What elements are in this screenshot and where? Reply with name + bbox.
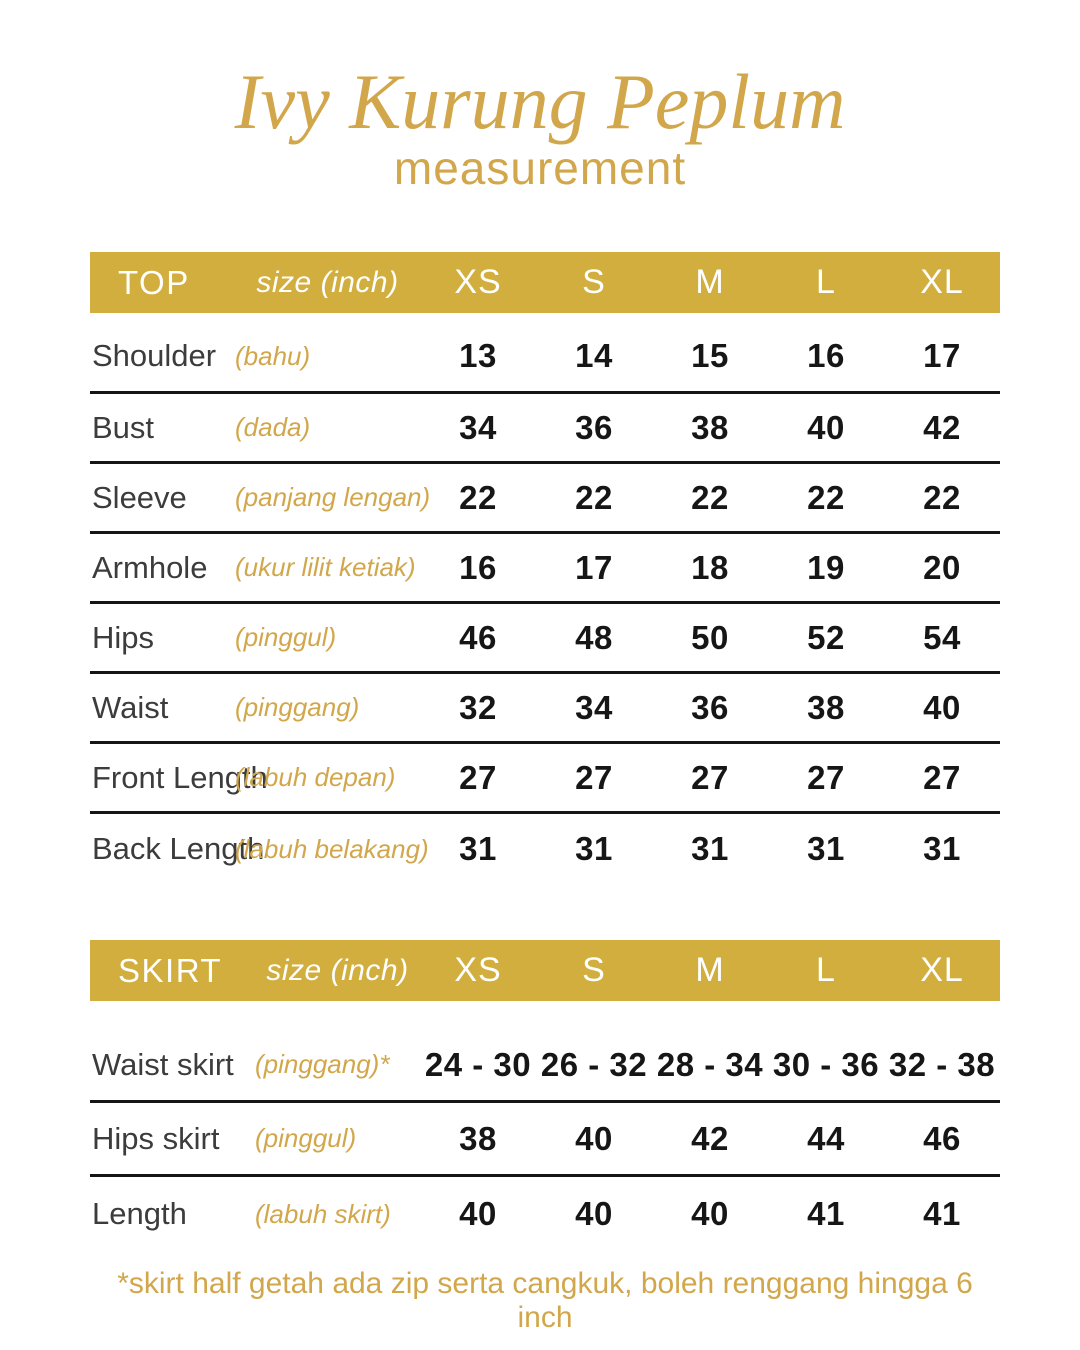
size-value: 38 <box>807 688 845 726</box>
row-label: Bust <box>92 409 155 445</box>
table-row <box>90 1029 1000 1103</box>
size-column-xl: XL <box>920 263 964 302</box>
row-label: Hips <box>92 619 155 655</box>
size-value: 27 <box>691 758 729 796</box>
size-column-s: S <box>582 951 606 990</box>
row-label: Hips skirt <box>92 1120 220 1156</box>
table-row <box>90 604 1000 674</box>
top-table-rows <box>90 313 1000 884</box>
table-row <box>90 321 1000 394</box>
row-label: Waist <box>92 689 169 725</box>
size-value: 27 <box>459 758 497 796</box>
size-value: 19 <box>807 548 845 586</box>
header <box>0 0 1080 195</box>
table-row <box>90 674 1000 744</box>
table-row <box>90 534 1000 604</box>
size-value: 27 <box>807 758 845 796</box>
size-value: 13 <box>459 337 497 375</box>
size-value: 26 - 32 <box>540 1045 648 1083</box>
size-value: 31 <box>459 830 497 868</box>
size-value: 32 - 38 <box>888 1045 996 1083</box>
size-value: 38 <box>459 1119 497 1157</box>
page-subtitle: measurement <box>393 142 687 195</box>
size-value: 17 <box>923 337 961 375</box>
size-value: 31 <box>807 830 845 868</box>
size-value: 16 <box>807 337 845 375</box>
row-translation: (pinggang) <box>235 692 360 723</box>
size-column-xl: XL <box>920 951 964 990</box>
size-value: 22 <box>923 478 961 516</box>
size-value: 36 <box>691 688 729 726</box>
size-value: 27 <box>575 758 613 796</box>
size-value: 41 <box>807 1195 845 1233</box>
skirt-table-header <box>90 940 1000 1001</box>
size-value: 24 - 30 <box>424 1045 532 1083</box>
table-row <box>90 1103 1000 1177</box>
size-value: 32 <box>459 688 497 726</box>
size-value: 30 - 36 <box>772 1045 880 1083</box>
row-label: Armhole <box>92 549 208 585</box>
size-value: 14 <box>575 337 613 375</box>
size-value: 52 <box>807 618 845 656</box>
size-value: 28 - 34 <box>656 1045 764 1083</box>
table-name: TOP <box>118 263 190 301</box>
row-translation: (pinggul) <box>235 622 337 653</box>
size-value: 46 <box>923 1119 961 1157</box>
size-value: 40 <box>459 1195 497 1233</box>
size-value: 40 <box>575 1119 613 1157</box>
size-value: 50 <box>691 618 729 656</box>
size-value: 31 <box>691 830 729 868</box>
size-column-l: L <box>816 951 836 990</box>
size-value: 16 <box>459 548 497 586</box>
size-value: 38 <box>691 408 729 446</box>
size-column-xs: XS <box>454 951 502 990</box>
size-value: 40 <box>807 408 845 446</box>
size-value: 44 <box>807 1119 845 1157</box>
table-name: SKIRT <box>118 951 223 989</box>
size-column-s: S <box>582 263 606 302</box>
size-value: 22 <box>575 478 613 516</box>
size-value: 34 <box>575 688 613 726</box>
top-size-table <box>90 252 1000 884</box>
row-label: Shoulder <box>92 338 217 374</box>
table-row <box>90 1177 1000 1251</box>
size-value: 36 <box>575 408 613 446</box>
size-column-xs: XS <box>454 263 502 302</box>
row-label: Sleeve <box>92 479 187 515</box>
size-value: 31 <box>923 830 961 868</box>
size-value: 17 <box>575 548 613 586</box>
table-row <box>90 394 1000 464</box>
skirt-size-table <box>90 940 1000 1251</box>
table-row <box>90 744 1000 814</box>
row-translation: (panjang lengan) <box>235 482 431 513</box>
row-translation: (labuh depan) <box>235 762 396 793</box>
size-value: 15 <box>691 337 729 375</box>
size-value: 22 <box>807 478 845 516</box>
size-value: 40 <box>575 1195 613 1233</box>
row-translation: (labuh belakang) <box>235 833 429 864</box>
size-value: 18 <box>691 548 729 586</box>
size-value: 54 <box>923 618 961 656</box>
size-column-l: L <box>816 263 836 302</box>
row-translation: (bahu) <box>235 340 311 371</box>
row-translation: (pinggul) <box>255 1123 357 1154</box>
size-value: 46 <box>459 618 497 656</box>
skirt-table-rows <box>90 1001 1000 1251</box>
size-value: 22 <box>691 478 729 516</box>
measurement-tables <box>90 252 1000 1335</box>
size-value: 42 <box>923 408 961 446</box>
unit-label: size (inch) <box>266 953 409 987</box>
row-label: Waist skirt <box>92 1046 234 1082</box>
table-row <box>90 464 1000 534</box>
product-title: Ivy Kurung Peplum <box>234 58 846 145</box>
size-value: 27 <box>923 758 961 796</box>
row-label: Length <box>92 1196 187 1232</box>
size-value: 31 <box>575 830 613 868</box>
size-value: 48 <box>575 618 613 656</box>
row-label: Front Length <box>92 759 268 795</box>
table-row <box>90 814 1000 884</box>
size-value: 41 <box>923 1195 961 1233</box>
size-value: 42 <box>691 1119 729 1157</box>
row-translation: (ukur lilit ketiak) <box>235 552 416 583</box>
size-value: 40 <box>923 688 961 726</box>
size-value: 22 <box>459 478 497 516</box>
row-translation: (pinggang)* <box>255 1049 390 1080</box>
size-value: 20 <box>923 548 961 586</box>
row-label: Back Length <box>92 831 265 867</box>
size-column-m: M <box>695 263 725 302</box>
unit-label: size (inch) <box>256 265 399 299</box>
size-value: 40 <box>691 1195 729 1233</box>
row-translation: (dada) <box>235 412 311 443</box>
top-table-header <box>90 252 1000 313</box>
row-translation: (labuh skirt) <box>255 1198 391 1229</box>
skirt-footnote: *skirt half getah ada zip serta cangkuk, boleh renggang hingga 6 inch <box>117 1267 973 1335</box>
size-value: 34 <box>459 408 497 446</box>
size-column-m: M <box>695 951 725 990</box>
